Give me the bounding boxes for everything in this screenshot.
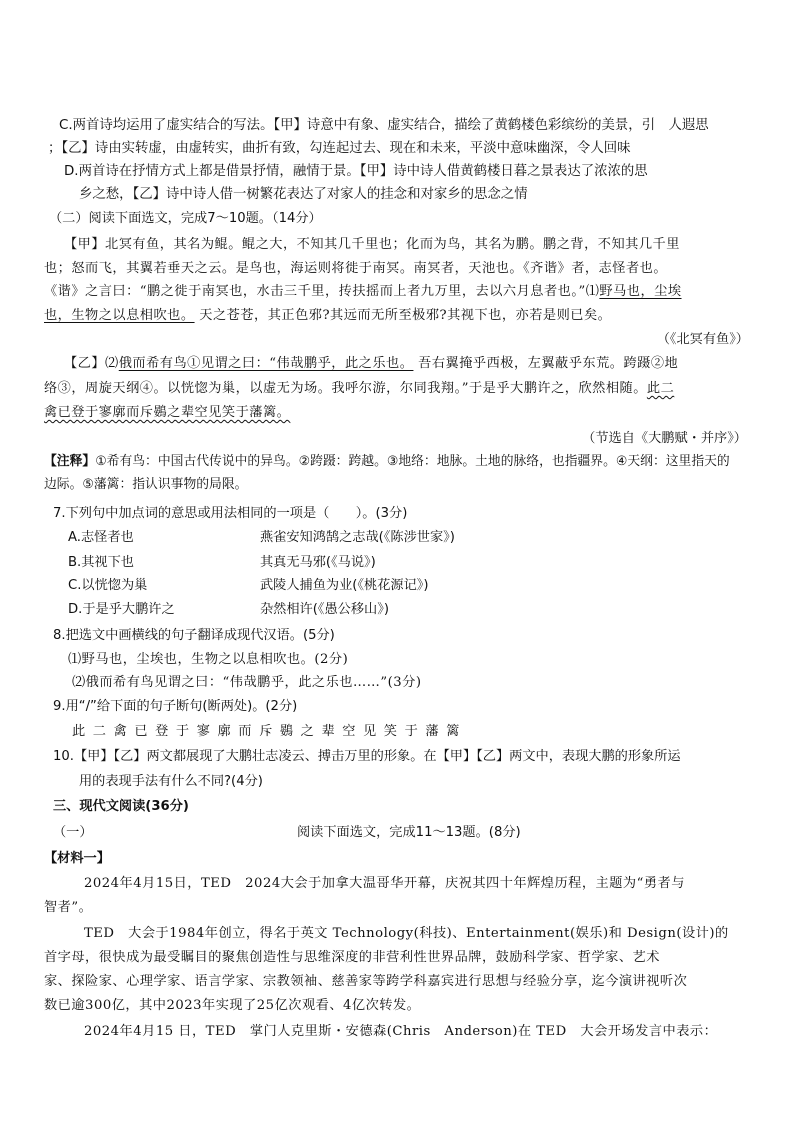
- material-p1-line-1: 2024年4月15日，TED 2024大会于加拿大温哥华开幕，庆祝其四十年辉煌历程，主题为“勇者与: [84, 876, 685, 891]
- section-3-heading: 三、现代文阅读(36分): [53, 799, 189, 814]
- passage-yi-line-2: [44, 382, 674, 395]
- material-p2-line-3: 家、探险家、心理学家、语言学家、宗教领袖、慈善家等跨学科嘉宾进行思想与经验分享，迄今演讲视听次: [44, 974, 688, 989]
- jia-underlined-2: 也，生物之以息相吹也。: [44, 308, 195, 323]
- passage-jia-line-1: 【甲】北冥有鱼，其名为鲲。鲲之大，不知其几千里也；化而为鸟，其名为鹏。鹏之背，不知其几千里: [64, 237, 680, 252]
- notes-text-1: ①希有鸟：中国古代传说中的异鸟。②跨蹑：跨越。③地络：地脉。土地的脉络，也指疆界。④天纲：这里指天的: [95, 454, 730, 469]
- q8-stem: 8.把选文中画横线的句子翻译成现代汉语。(5分): [53, 628, 335, 643]
- yi-underlined: 俄而希有鸟①见谓之曰：“伟哉鹏乎，此之乐也。: [118, 356, 414, 371]
- yi-line-1-prefix: 【乙】⑵: [64, 356, 119, 371]
- q10-line-2: 用的表现手法有什么不同?(4分): [79, 774, 263, 789]
- q7-option-c-right: 武陵人捕鱼为业(《桃花源记》): [260, 578, 429, 593]
- jia-underlined-1: 野马也，尘埃: [599, 284, 682, 299]
- yi-wavy-2: 禽已登于寥廓而斥鷃之辈空见笑于藩篱。: [44, 405, 291, 420]
- material-p2-line-2: 首字母，很快成为最受瞩目的聚焦创造性与思维深度的非营利性世界品牌，鼓励科学家、哲学家、艺术: [44, 950, 660, 965]
- q7-option-d-left: D.于是乎大鹏许之: [68, 602, 175, 617]
- passage-jia-line-4: [44, 309, 611, 322]
- passage-yi-line-3: [44, 406, 290, 419]
- option-d: D.两首诗在抒情方式上都是借景抒情，融情于景。【甲】诗中诗人借黄鹤楼日暮之景表达了浓浓的思: [64, 164, 648, 179]
- yi-source: （节选自《大鹏赋・并序》）: [582, 431, 747, 446]
- yi-line-1-rest: 吾右翼掩乎西极，左翼蔽乎东荒。跨蹑②地: [413, 356, 679, 371]
- material-p2-line-1: TED 大会于1984年创立，得名于英文 Technology(科技)、Entertainment(娱乐)和 Design(设计)的: [84, 926, 729, 941]
- jia-line-4-text: 天之苍苍，其正色邪?其远而无所至极邪?其视下也，亦若是则已矣。: [194, 308, 612, 323]
- section-3-sub-number: （一）: [53, 825, 93, 840]
- q8-sentence-2: ⑵俄而希有鸟见谓之曰：“伟哉鹏乎，此之乐也……”(3分): [72, 675, 422, 690]
- q7-option-a-left: A.志怪者也: [68, 530, 134, 545]
- material-1-label: 【材料一】: [44, 851, 110, 866]
- notes-line-2: 边际。⑤藩篱：指认识事物的局限。: [44, 477, 248, 492]
- yi-line-2-text: 络③，周旋天纲④。以恍惚为巢，以虚无为场。我呼尔游，尔同我翔。”于是乎大鹏许之，欣然相随。: [44, 381, 647, 396]
- q7-option-b-left: B.其视下也: [68, 555, 134, 570]
- q7-option-a-right: 燕雀安知鸿鹄之志哉(《陈涉世家》): [260, 530, 455, 545]
- material-p2-line-4: 数已逾300亿，其中2023年实现了25亿次观看、4亿次转发。: [44, 998, 421, 1013]
- jia-source: （《北冥有鱼》）: [656, 332, 749, 347]
- notes-line-1: [44, 456, 730, 469]
- q7-option-c-left: C.以恍惚为巢: [68, 578, 148, 593]
- q9-sentence: 此二禽已登于寥廓而斥鷃之辈空见笑于藩篱: [72, 724, 467, 739]
- q10-line-1: 10.【甲】【乙】两文都展现了大鹏壮志凌云、搏击万里的形象。在【甲】【乙】两文中，表现大鹏的形象所运: [53, 749, 681, 764]
- q9-stem: 9.用“/”给下面的句子断句(断两处)。(2分): [53, 699, 298, 714]
- option-c: C.两首诗均运用了虚实结合的写法。【甲】诗意中有象、虚实结合，描绘了黄鹤楼色彩缤纷的美景，引 人遐思: [59, 118, 709, 133]
- passage-jia-line-3: [44, 285, 682, 298]
- section-3-sub-heading: 阅读下面选文，完成11～13题。(8分): [297, 825, 521, 840]
- option-d-continued: 乡之愁，【乙】诗中诗人借一树繁花表达了对家人的挂念和对家乡的思念之情: [79, 187, 528, 202]
- material-p1-line-2: 智者”。: [44, 900, 93, 915]
- q8-sentence-1: ⑴野马也，尘埃也，生物之以息相吹也。(2分): [68, 652, 349, 667]
- q7-option-d-right: 杂然相许(《愚公移山》): [260, 602, 389, 617]
- passage-jia-line-2: 也；怒而飞，其翼若垂天之云。是鸟也，海运则将徙于南冥。南冥者，天池也。《齐谐》者，志怪者也。: [44, 261, 668, 276]
- notes-label: 【注释】: [44, 454, 96, 469]
- passage-yi-line-1: [64, 357, 678, 370]
- yi-wavy-1: 此二: [646, 381, 675, 396]
- material-p3-line-1: 2024年4月15 日，TED 掌门人克里斯・安德森(Chris Anderson)在 TED 大会开场发言中表示：: [84, 1024, 718, 1039]
- section-2-heading: （二）阅读下面选文，完成7～10题。（14分）: [49, 211, 322, 226]
- q7-stem: 7.下列句中加点词的意思或用法相同的一项是（ ）。(3分): [53, 506, 408, 521]
- option-c-continued: ；【乙】诗由实转虚，由虚转实，曲折有致，勾连起过去、现在和未来，平淡中意味幽深，令人回味: [48, 141, 631, 156]
- jia-line-3-text: 《谐》之言曰：“鹏之徙于南冥也，水击三千里，抟扶摇而上者九万里，去以六月息者也。”⑴: [44, 284, 600, 299]
- q7-option-b-right: 其真无马邪(《马说》): [260, 555, 376, 570]
